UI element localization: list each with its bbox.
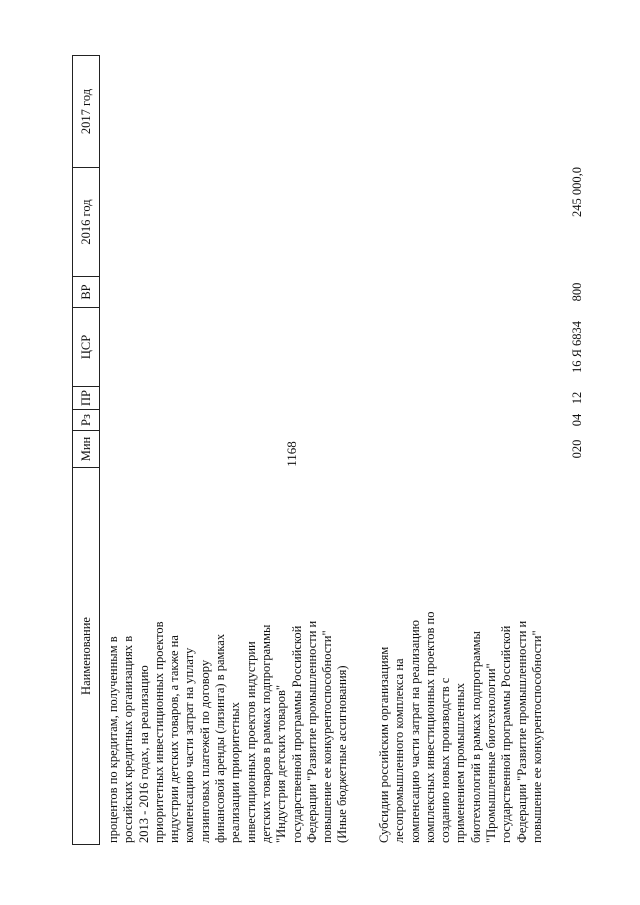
header-rz: Рз bbox=[72, 409, 100, 431]
text-line: процентов по кредитам, полученным в bbox=[106, 636, 120, 843]
header-name: Наименование bbox=[72, 467, 100, 845]
text-line: индустрии детских товаров, а также на bbox=[167, 635, 182, 843]
row-1-name bbox=[106, 471, 351, 843]
text-line: компенсацию части затрат на уплату bbox=[182, 647, 197, 843]
text-line: применением промышленных bbox=[453, 683, 468, 843]
text-line: "Промышленные биотехнологии" bbox=[484, 663, 499, 843]
row-2-name bbox=[377, 471, 545, 843]
text-line: лизинговых платежей по договору bbox=[197, 659, 212, 843]
text-line: комплексных инвестиционных проектов по bbox=[422, 611, 437, 843]
text-line: созданию новых производств с bbox=[438, 677, 453, 843]
text-line: российских кредитных организациях в bbox=[121, 635, 136, 843]
header-vr: ВР bbox=[72, 276, 100, 308]
row-2-year-2016: 245 000,0 bbox=[570, 167, 584, 217]
text-line: компенсацию части затрат на реализацию bbox=[407, 620, 422, 843]
header-year-2016: 2016 год bbox=[72, 167, 100, 277]
text-line: Субсидии российским организациям bbox=[377, 646, 391, 843]
text-line: государственной программы Российской bbox=[289, 625, 304, 843]
row-2-rz: 04 bbox=[570, 413, 584, 427]
text-line: Федерации "Развитие промышленности и bbox=[304, 620, 319, 843]
text-line: государственной программы Российской bbox=[499, 625, 514, 843]
row-2-min: 020 bbox=[570, 439, 584, 459]
header-year-2017: 2017 год bbox=[72, 55, 100, 168]
text-line: повышение ее конкурентоспособности" bbox=[320, 630, 335, 843]
text-line: Федерации "Развитие промышленности и bbox=[514, 620, 529, 843]
text-line: лесопромышленного комплекса на bbox=[392, 658, 407, 843]
budget-table bbox=[72, 55, 602, 845]
page-number: 1168 bbox=[284, 441, 299, 467]
text-line: приоритетных инвестиционных проектов bbox=[151, 621, 166, 843]
text-line: 2013 - 2016 годах, на реализацию bbox=[136, 665, 151, 843]
text-line: детских товаров в рамках подпрограммы bbox=[258, 624, 273, 843]
header-csr: ЦСР bbox=[72, 307, 100, 387]
text-line: "Индустрия детских товаров" bbox=[274, 685, 289, 843]
row-2-pr: 12 bbox=[570, 391, 584, 405]
text-line: (Иные бюджетные ассигнования) bbox=[335, 665, 350, 843]
text-line: повышение ее конкурентоспособности" bbox=[529, 630, 544, 843]
header-min: Мин bbox=[72, 430, 100, 468]
header-pr: ПР bbox=[72, 386, 100, 410]
row-2-csr: 16 Я 6834 bbox=[570, 320, 584, 374]
row-2-vr: 800 bbox=[570, 282, 584, 302]
text-line: инвестиционных проектов индустрии bbox=[243, 641, 258, 843]
text-line: реализации приоритетных bbox=[228, 702, 243, 843]
text-line: финансовой аренды (лизинга) в рамках bbox=[213, 633, 228, 843]
text-line: биотехнологий в рамках подпрограммы bbox=[468, 631, 483, 843]
